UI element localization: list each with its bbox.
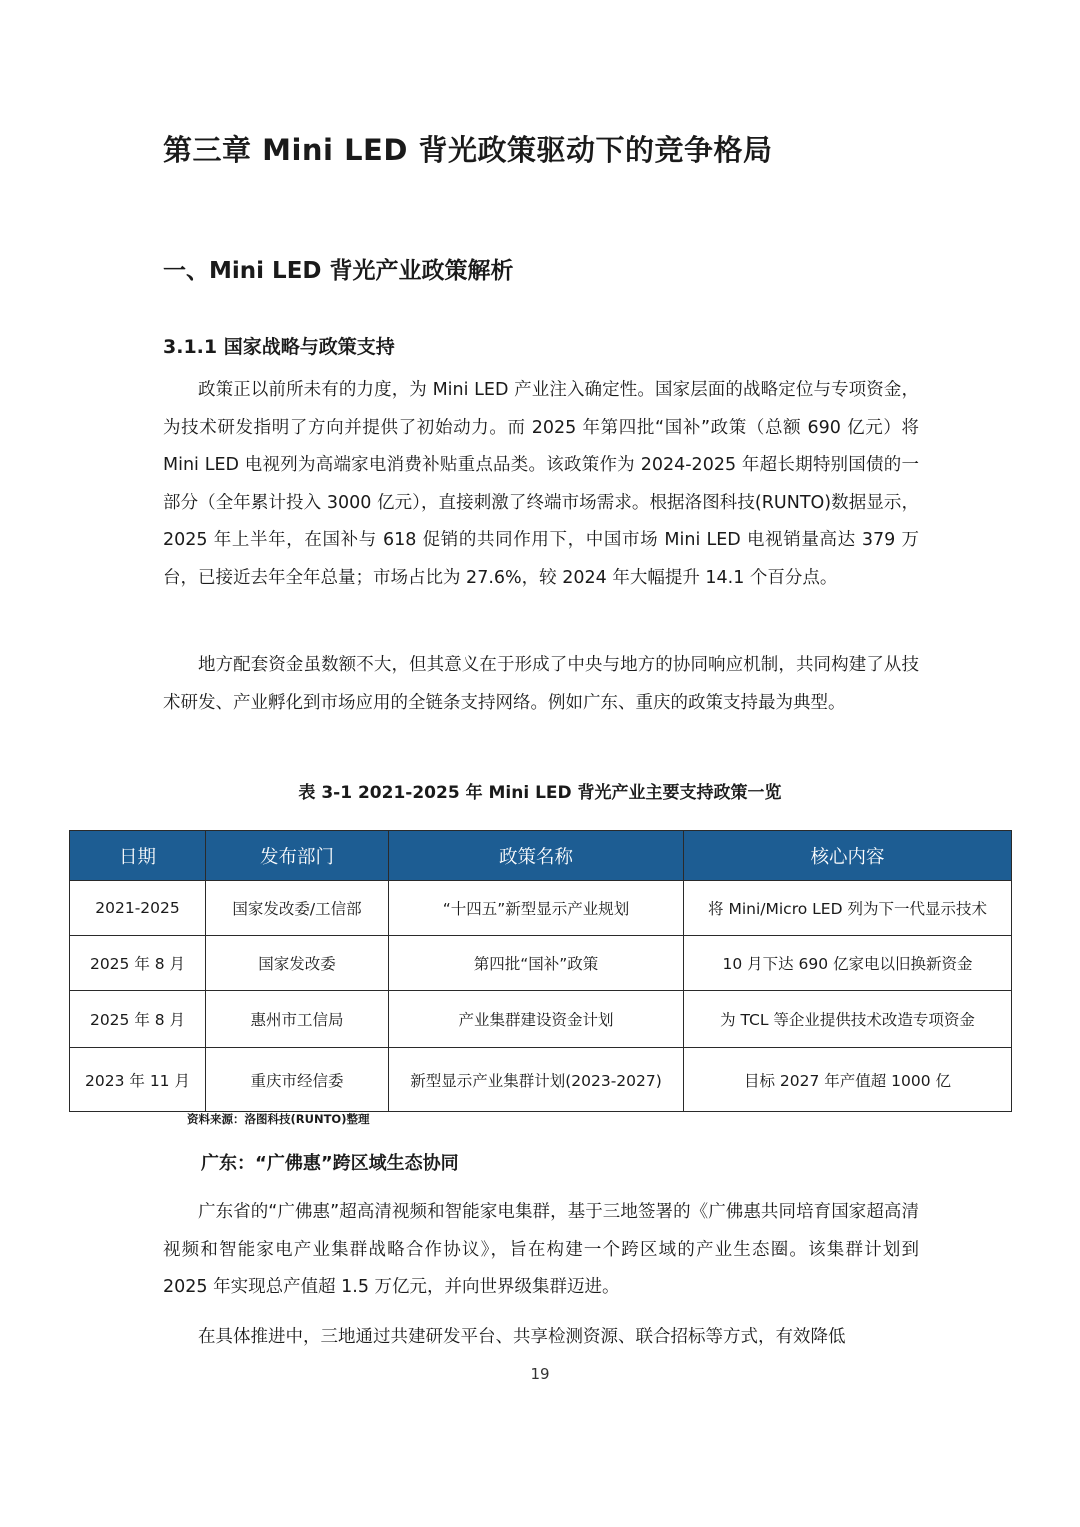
paragraph-local-funding: 地方配套资金虽数额不大，但其意义在于形成了中央与地方的协同响应机制，共同构建了从技术研发、产业孵化到市场应用的全链条支持网络。例如广东、重庆的政策支持最为典型。 [163, 655, 919, 713]
table-row [70, 991, 1012, 1048]
table-row [70, 1048, 1012, 1112]
cell-date: 2023 年 11 月 [70, 1048, 206, 1112]
header-date: 日期 [70, 831, 206, 881]
guangdong-heading: 广东：“广佛惠”跨区域生态协同 [201, 1153, 459, 1174]
header-department: 发布部门 [206, 831, 389, 881]
cell-department: 国家发改委/工信部 [206, 881, 389, 936]
cell-department: 惠州市工信局 [206, 991, 389, 1048]
table-row [70, 881, 1012, 936]
cell-policy-name: 第四批“国补”政策 [389, 936, 684, 991]
page-number: 19 [530, 1365, 550, 1383]
cell-policy-name: 新型显示产业集群计划(2023-2027) [389, 1048, 684, 1112]
cell-core-content: 目标 2027 年产值超 1000 亿 [684, 1048, 1012, 1112]
cell-policy-name: “十四五”新型显示产业规划 [389, 881, 684, 936]
cell-core-content: 将 Mini/Micro LED 列为下一代显示技术 [684, 881, 1012, 936]
header-core-content: 核心内容 [684, 831, 1012, 881]
cell-date: 2025 年 8 月 [70, 991, 206, 1048]
cell-department: 重庆市经信委 [206, 1048, 389, 1112]
cell-date: 2025 年 8 月 [70, 936, 206, 991]
header-policy-name: 政策名称 [389, 831, 684, 881]
policy-table [69, 830, 1012, 1112]
section-title: 一、Mini LED 背光产业政策解析 [163, 258, 514, 284]
paragraph-joint-efforts: 在具体推进中，三地通过共建研发平台、共享检测资源、联合招标等方式，有效降低 [198, 1327, 846, 1347]
paragraph-guangdong-cluster: 广东省的“广佛惠”超高清视频和智能家电集群，基于三地签署的《广佛惠共同培育国家超高清视频和智能家电产业集群战略合作协议》，旨在构建一个跨区域的产业生态圈。该集群计划到 2025 年实现总产值超 1.5 万亿元，并向世界级集群迈进。 [163, 1202, 919, 1297]
cell-department: 国家发改委 [206, 936, 389, 991]
table-source-note: 资料来源：洛图科技(RUNTO)整理 [187, 1112, 370, 1126]
cell-core-content: 为 TCL 等企业提供技术改造专项资金 [684, 991, 1012, 1048]
table-header-row [70, 831, 1012, 881]
subsection-title: 3.1.1 国家战略与政策支持 [163, 336, 395, 358]
paragraph-policy-overview: 政策正以前所未有的力度，为 Mini LED 产业注入确定性。国家层面的战略定位与专项资金，为技术研发指明了方向并提供了初始动力。而 2025 年第四批“国补”政策（总额 690 亿元）将 Mini LED 电视列为高端家电消费补贴重点品类。该政策作为 2024-2025 年超长期特别国债的一部分（全年累计投入 3000 亿元），直接刺激了终端市场需求。根据洛图科技(RUNTO)数据显示，2025 年上半年，在国补与 618 促销的共同作用下，中国市场 Mini LED 电视销量高达 379 万台，已接近去年全年总量；市场占比为 27.6%，较 2024 年大幅提升 14.1 个百分点。 [163, 380, 919, 588]
cell-policy-name: 产业集群建设资金计划 [389, 991, 684, 1048]
table-row [70, 936, 1012, 991]
cell-core-content: 10 月下达 690 亿家电以旧换新资金 [684, 936, 1012, 991]
cell-date: 2021-2025 [70, 881, 206, 936]
chapter-title: 第三章 Mini LED 背光政策驱动下的竞争格局 [163, 133, 773, 167]
table-caption: 表 3-1 2021-2025 年 Mini LED 背光产业主要支持政策一览 [298, 783, 782, 803]
